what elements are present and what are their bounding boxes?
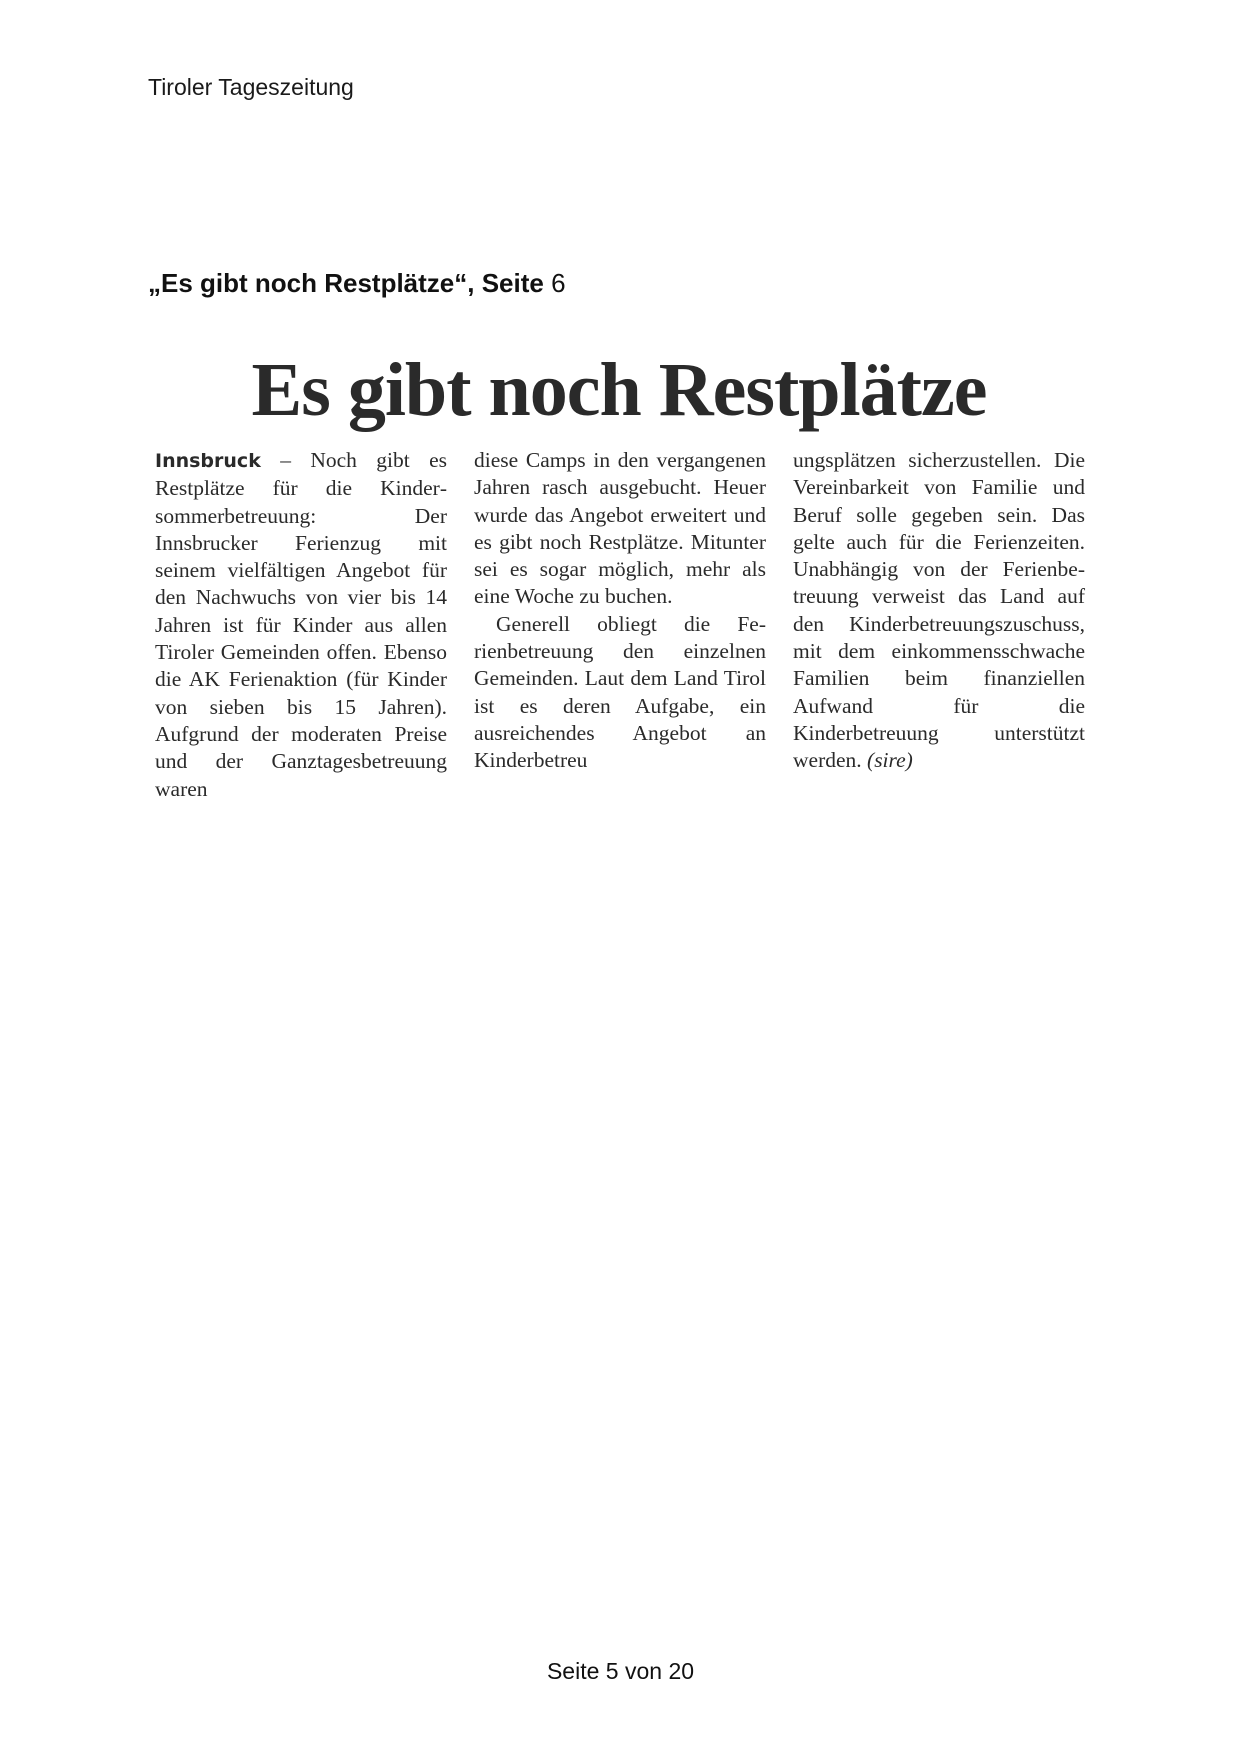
article-author: (sire) (867, 748, 913, 773)
page-number: Seite 5 von 20 (546, 1658, 695, 1684)
article-column-3 (793, 447, 1085, 803)
article-column-2 (474, 447, 766, 803)
article-columns (155, 447, 1085, 803)
article-reference-page: 6 (551, 268, 566, 298)
article-reference (148, 268, 566, 299)
article-clipping (150, 345, 1088, 815)
article-reference-title: „Es gibt noch Restplätze“, Seite (148, 268, 544, 298)
article-headline: Es gibt noch Restplätze (251, 348, 987, 432)
article-column-3-text: ungsplätzen sicherzustellen. Die Vereinbarkeit von Familie und Beruf solle gegeben sein. Das gelte auch für die Ferienzeiten. Unabhängig von der Ferienbetreuung verweist das Land auf den Kinderbetreuungszuschuss, mit dem einkommensschwache Familien beim finanziellen Aufwand für die Kinderbetreuung unterstützt werden. (793, 448, 1085, 773)
article-column-1-text: Noch gibt es Restplätze für die Kindersommerbetreuung: Der Innsbrucker Ferienzug mit seinem vielfältigen Angebot für den Nachwuchs von vier bis 14 Jahren ist für Kinder aus allen Tiroler Gemeinden offen. Ebenso die AK Ferienaktion (für Kinder von sieben bis 15 Jahren). Aufgrund der moderaten Preise und der Ganztagesbetreuung waren (155, 448, 447, 801)
dateline-dash: – (260, 448, 311, 472)
newspaper-source: Tiroler Tageszeitung (148, 74, 354, 100)
article-paragraph: Generell obliegt die Ferienbetreuung den einzelnen Gemeinden. Laut dem Land Tirol ist es deren Aufgabe, ein ausreichendes Angebot an Kinderbetreu (474, 611, 766, 773)
article-column-1 (155, 447, 447, 803)
article-dateline: Innsbruck (155, 450, 261, 472)
article-paragraph: diese Camps in den vergangenen Jahren rasch ausgebucht. Heuer wurde das Angebot erweitert und es gibt noch Restplätze. Mitunter sei es sogar möglich, mehr als eine Woche zu buchen. (474, 448, 766, 609)
